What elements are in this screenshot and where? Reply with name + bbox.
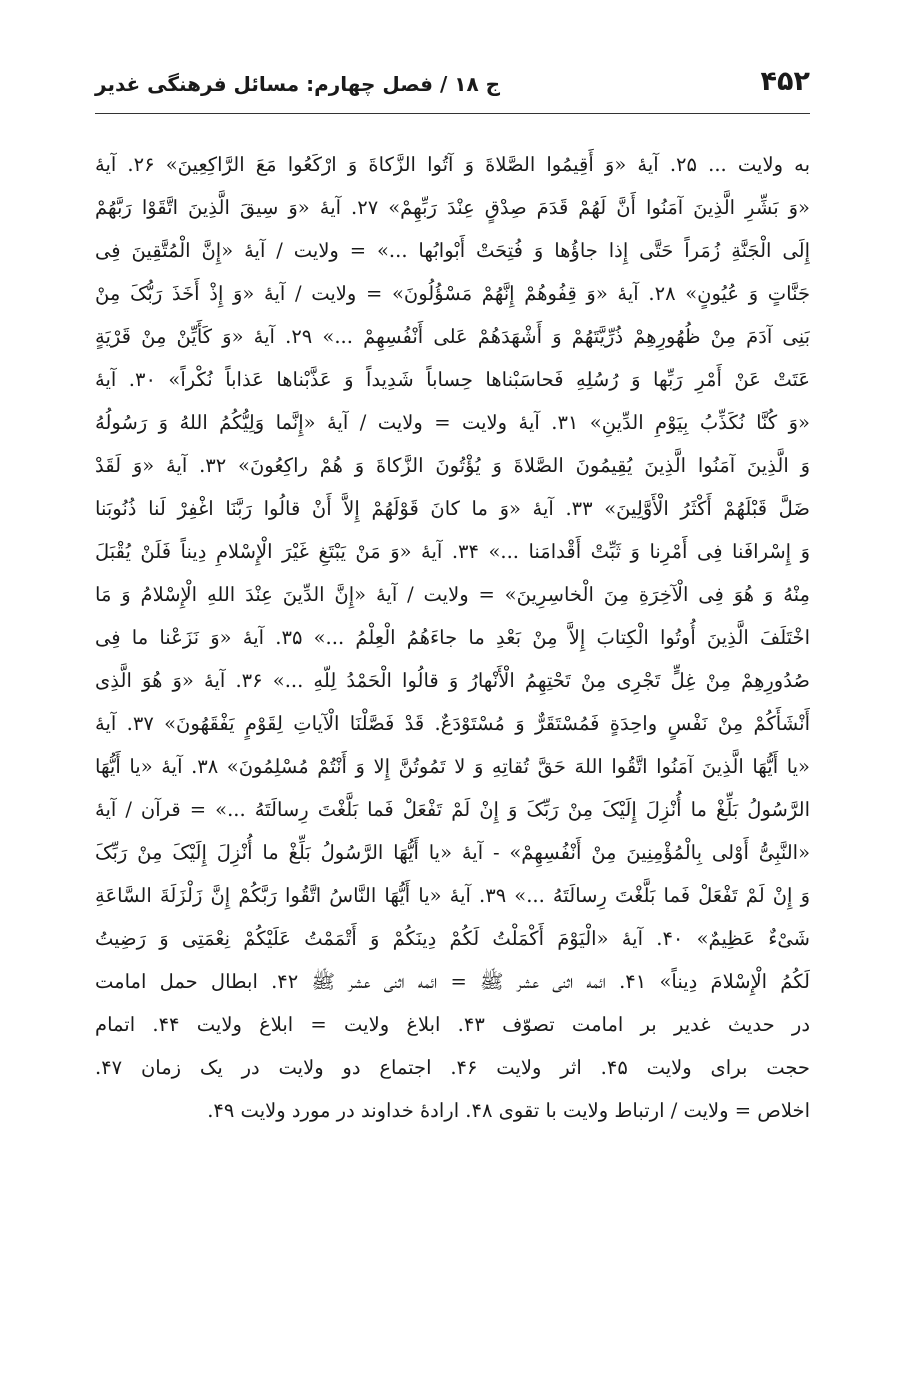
text-line: «یا أَیُّهَا الَّذِینَ آمَنُوا اتَّقُوا اللهَ حَقَّ تُقاتِهِ وَ لا تَمُوتُنَّ إِلا وَ أَنْتُمْ مُسْلِمُونَ» ۳۸. آیهٔ «یا أَیُّهَا bbox=[95, 755, 810, 778]
page-number: ۴۵۲ bbox=[760, 66, 810, 97]
header-divider bbox=[95, 113, 810, 114]
text-line: «وَ کُنَّا نُکَذِّبُ بِیَوْمِ الدِّینِ» ۳۱. آیهٔ ولایت = ولایت / آیهٔ «إِنَّما وَلِیُّکُمُ اللهُ وَ رَسُولُهُ bbox=[95, 411, 810, 434]
text-line: مِنْهُ وَ هُوَ فِی الْآخِرَةِ مِنَ الْخاسِرِینَ» = ولایت / آیهٔ «إِنَّ الدِّینَ عِنْدَ اللهِ الْإِسْلامُ وَ مَا bbox=[95, 583, 810, 606]
text-line: وَ الَّذِینَ آمَنُوا الَّذِینَ یُقِیمُونَ الصَّلاةَ وَ یُؤْتُونَ الزَّکاةَ وَ هُمْ راکِعُونَ» ۳۲. آیهٔ «وَ لَقَدْ bbox=[95, 454, 810, 477]
text-line: لَکُمُ الْإِسْلامَ دِیناً» ۴۱. ائمه اثنی عشر ﷺ = ائمه اثنی عشر ﷺ ۴۲. ابطال حمل امامت bbox=[95, 970, 810, 993]
page-header bbox=[95, 62, 810, 106]
text-line: ضَلَّ قَبْلَهُمْ أَکْثَرُ الْأَوَّلِینَ» ۳۳. آیهٔ «وَ ما کانَ قَوْلَهُمْ إِلاَّ أَنْ قالُوا رَبَّنَا اغْفِرْ لَنا ذُنُوبَنا bbox=[95, 497, 810, 520]
text-line: صُدُورِهِمْ مِنْ غِلٍّ تَجْرِی مِنْ تَحْتِهِمُ الْأَنْهارُ وَ قالُوا الْحَمْدُ لِلّهِ ...» ۳۶. آیهٔ «وَ هُوَ الَّذِی bbox=[95, 669, 810, 692]
running-title: ج ۱۸ / فصل چهارم: مسائل فرهنگی غدیر bbox=[95, 72, 501, 96]
text-line: الرَّسُولُ بَلِّغْ ما أُنْزِلَ إِلَیْکَ مِنْ رَبِّکَ وَ إِنْ لَمْ تَفْعَلْ فَما بَلَّغْتَ رِسالَتَهُ ...» = قرآن / آیهٔ bbox=[95, 798, 810, 821]
text-line: در حدیث غدیر بر امامت تصوّف ۴۳. ابلاغ ولایت = ابلاغ ولایت ۴۴. اتمام bbox=[95, 1013, 810, 1036]
text-line: «وَ بَشِّرِ الَّذِینَ آمَنُوا أَنَّ لَهُمْ قَدَمَ صِدْقٍ عِنْدَ رَبِّهِمْ» ۲۷. آیهٔ «وَ سِیقَ الَّذِینَ اتَّقَوْا رَبَّهُمْ bbox=[95, 196, 810, 219]
text-line: شَیْءٌ عَظِیمٌ» ۴۰. آیهٔ «الْیَوْمَ أَکْمَلْتُ لَکُمْ دِینَکُمْ وَ أَتْمَمْتُ عَلَیْکُمْ نِعْمَتِی وَ رَضِیتُ bbox=[95, 927, 810, 950]
body-text bbox=[95, 143, 810, 1132]
text-line: جَنَّاتٍ وَ عُیُونٍ» ۲۸. آیهٔ «وَ قِفُوهُمْ إِنَّهُمْ مَسْؤُلُونَ» = ولایت / آیهٔ «وَ إِذْ أَخَذَ رَبُّکَ مِنْ bbox=[95, 282, 810, 305]
text-line: اخْتَلَفَ الَّذِینَ أُوتُوا الْکِتابَ إِلاَّ مِنْ بَعْدِ ما جاءَهُمُ الْعِلْمُ ...» ۳۵. آیهٔ «وَ نَزَعْنا ما فِی bbox=[95, 626, 810, 649]
text-line: «النَّبِیُّ أَوْلی بِالْمُؤْمِنِینَ مِنْ أَنْفُسِهِمْ» - آیهٔ «یا أَیُّهَا الرَّسُولُ بَلِّغْ ما أُنْزِلَ إِلَیْکَ مِنْ رَبِّکَ bbox=[95, 841, 810, 864]
text-line: حجت برای ولایت ۴۵. اثر ولایت ۴۶. اجتماع دو ولایت در یک زمان ۴۷. bbox=[95, 1056, 810, 1079]
text-line: إِلَی الْجَنَّةِ زُمَراً حَتَّی إِذا جاؤُها وَ فُتِحَتْ أَبْوابُها ...» = ولایت / آیهٔ «إِنَّ الْمُتَّقِینَ فِی bbox=[95, 239, 810, 262]
text-line: به ولایت ... ۲۵. آیهٔ «وَ أَقِیمُوا الصَّلاةَ وَ آتُوا الزَّکاةَ وَ ارْکَعُوا مَعَ الرَّاکِعِینَ» ۲۶. آیهٔ bbox=[95, 153, 810, 176]
text-line: وَ إِسْرافَنا فِی أَمْرِنا وَ ثَبِّتْ أَقْدامَنا ...» ۳۴. آیهٔ «وَ مَنْ یَبْتَغِ غَیْرَ الْإِسْلامِ دِیناً فَلَنْ یُقْبَلَ bbox=[95, 540, 810, 563]
text-line: وَ إِنْ لَمْ تَفْعَلْ فَما بَلَّغْتَ رِسالَتَهُ ...» ۳۹. آیهٔ «یا أَیُّهَا النَّاسُ اتَّقُوا رَبَّکُمْ إِنَّ زَلْزَلَةَ السَّاعَةِ bbox=[95, 884, 810, 907]
text-line: بَنِی آدَمَ مِنْ ظُهُورِهِمْ ذُرِّیَّتَهُمْ وَ أَشْهَدَهُمْ عَلی أَنْفُسِهِمْ ...» ۲۹. آیهٔ «وَ کَأَیِّنْ مِنْ قَرْیَةٍ bbox=[95, 325, 810, 348]
text-line: اخلاص = ولایت / ارتباط ولایت با تقوی ۴۸. ارادهٔ خداوند در مورد ولایت ۴۹. bbox=[207, 1099, 810, 1122]
text-line: عَتَتْ عَنْ أَمْرِ رَبِّها وَ رُسُلِهِ فَحاسَبْناها حِساباً شَدِیداً وَ عَذَّبْناها عَذاباً نُکْراً» ۳۰. آیهٔ bbox=[95, 368, 810, 391]
text-line: أَنْشَأَکُمْ مِنْ نَفْسٍ واحِدَةٍ فَمُسْتَقَرٌّ وَ مُسْتَوْدَعٌ. قَدْ فَصَّلْنَا الْآیاتِ لِقَوْمٍ یَفْقَهُونَ» ۳۷. آیهٔ bbox=[95, 712, 810, 735]
